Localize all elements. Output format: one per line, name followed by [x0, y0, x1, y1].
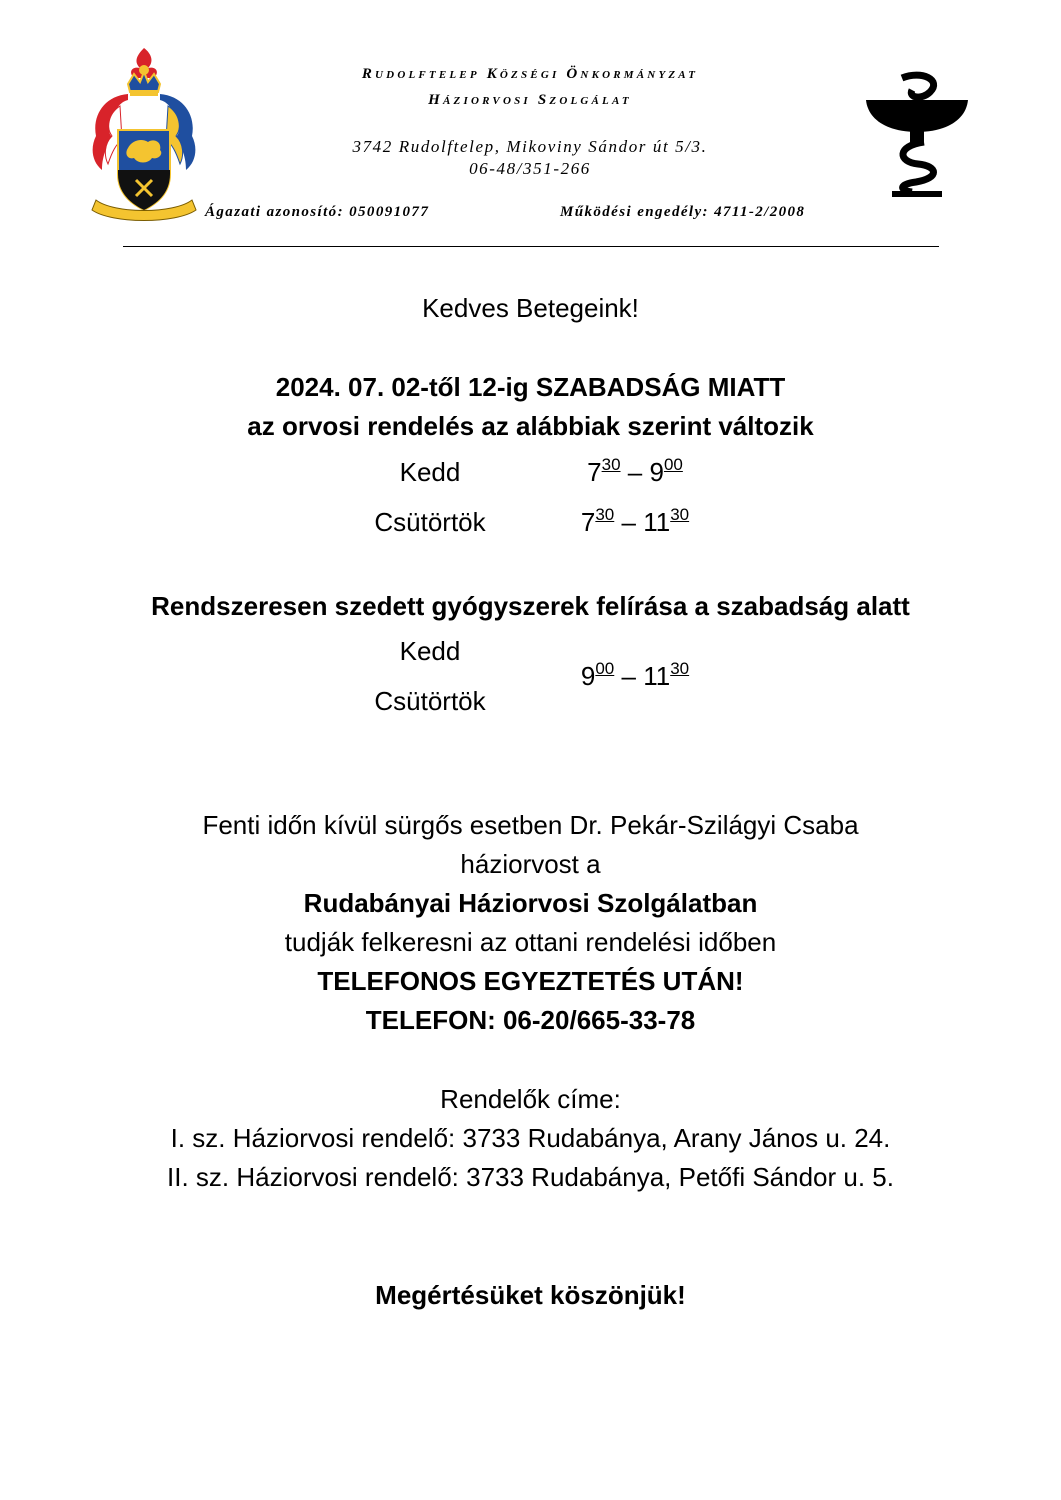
schedule-day-tuesday: Kedd: [399, 457, 461, 487]
closing-thanks: Megértésüket köszönjük!: [375, 1280, 686, 1310]
prescription-time: $9^{00} - 11^{30}$: [580, 659, 690, 691]
urgent-line-1: Fenti időn kívül sürgős esetben Dr. Pekár-Szilágyi Csaba: [202, 810, 859, 840]
greeting: Kedves Betegeink!: [422, 293, 639, 323]
urgent-line-2: háziorvost a: [460, 849, 601, 879]
prescription-day-tuesday: Kedd: [399, 636, 461, 666]
pharmacy-bowl-icon: [862, 70, 972, 198]
organization-name: Rudolftelep Községi Önkormányzat: [361, 66, 699, 82]
urgent-appointment-note: TELEFONOS EGYEZTETÉS UTÁN!: [317, 966, 744, 996]
sector-id: Ágazati azonosító: 050091077: [205, 204, 430, 220]
urgent-phone: TELEFON: 06-20/665-33-78: [365, 1005, 696, 1035]
urgent-line-4: tudják felkeresni az ottani rendelési időben: [284, 927, 777, 957]
schedule-time-tuesday: $7^{30} - 9^{00}$: [587, 455, 683, 487]
addresses-title: Rendelők címe:: [440, 1084, 621, 1114]
notice-subtitle: az orvosi rendelés az alábbiak szerint változik: [247, 411, 814, 441]
address-line-1: I. sz. Háziorvosi rendelő: 3733 Rudabánya, Arany János u. 24.: [170, 1123, 891, 1153]
notice-title: 2024. 07. 02-től 12-ig SZABADSÁG MIATT: [275, 372, 786, 402]
header-phone: 06-48/351-266: [469, 159, 591, 178]
coat-of-arms-logo: [84, 44, 204, 224]
license-number: Működési engedély: 4711-2/2008: [560, 204, 806, 220]
urgent-service-name: Rudabányai Háziorvosi Szolgálatban: [303, 888, 758, 918]
prescription-day-thursday: Csütörtök: [374, 686, 486, 716]
service-name: Háziorvosi Szolgálat: [428, 92, 632, 108]
prescription-title: Rendszeresen szedett gyógyszerek felírása a szabadság alatt: [151, 591, 910, 621]
header-address: 3742 Rudolftelep, Mikoviny Sándor út 5/3.: [352, 137, 708, 156]
address-line-2: II. sz. Háziorvosi rendelő: 3733 Rudabánya, Petőfi Sándor u. 5.: [167, 1162, 894, 1192]
schedule-time-thursday: $7^{30} - 11^{30}$: [580, 505, 690, 537]
schedule-day-thursday: Csütörtök: [374, 507, 486, 537]
header-divider: [123, 246, 939, 247]
